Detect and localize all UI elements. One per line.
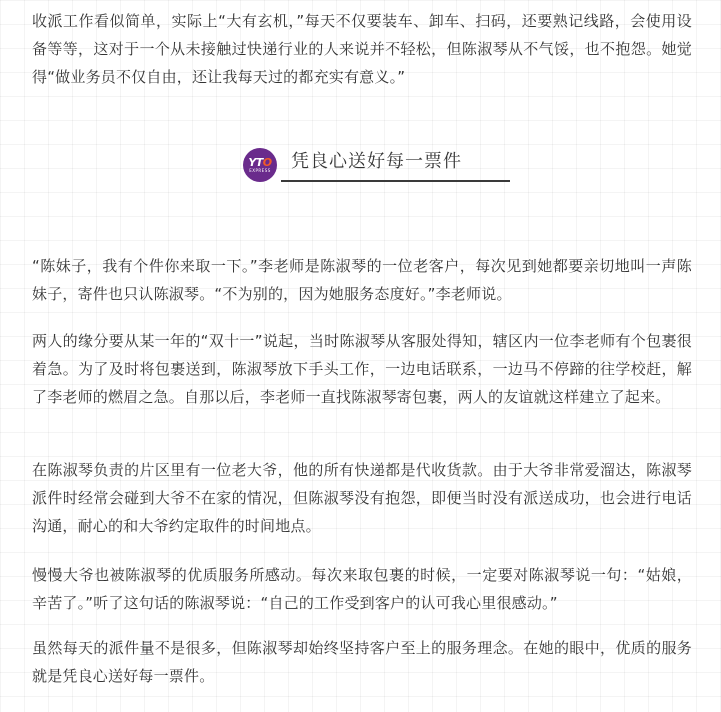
paragraph-touched: 慢慢大爷也被陈淑琴的优质服务所感动。每次来取包裹的时候，一定要对陈淑琴说一句：“姑娘，辛苦了。”听了这句话的陈淑琴说：“自己的工作受到客户的认可我心里很感动。” — [32, 566, 692, 612]
paragraph-service-philosophy: 虽然每天的派件量不是很多，但陈淑琴却始终坚持客户至上的服务理念。在她的眼中，优质的服务就是凭良心送好每一票件。 — [32, 639, 692, 685]
section-header — [243, 143, 513, 185]
section-title: 凭良心送好每一票件 — [291, 151, 462, 172]
logo-subtext: EXPRESS — [249, 168, 271, 173]
paragraph-customer-li: “陈妹子，我有个件你来取一下。”李老师是陈淑琴的一位老客户，每次见到她都要亲切地叫一声陈妹子，寄件也只认陈淑琴。“不为别的，因为她服务态度好。”李老师说。 — [32, 257, 692, 303]
paragraph-old-man: 在陈淑琴负责的片区里有一位老大爷，他的所有快递都是代收货款。由于大爷非常爱溜达，陈淑琴派件时经常会碰到大爷不在家的情况，但陈淑琴没有抱怨，即便当时没有派送成功，也会进行电话沟通，耐心的和大爷约定取件的时间地点。 — [32, 461, 692, 535]
section-title-underline — [281, 180, 510, 182]
logo-text: YTO — [248, 156, 272, 169]
paragraph-double-eleven: 两人的缘分要从某一年的“双十一”说起，当时陈淑琴从客服处得知，辖区内一位李老师有个包裹很着急。为了及时将包裹送到，陈淑琴放下手头工作，一边电话联系，一边马不停蹄的往学校赶，解了李老师的燃眉之急。自那以后，李老师一直找陈淑琴寄包裹，两人的友谊就这样建立了起来。 — [32, 332, 692, 406]
intro-paragraph: 收派工作看似简单，实际上“大有玄机，”每天不仅要装车、卸车、扫码，还要熟记线路，会使用设备等等，这对于一个从未接触过快递行业的人来说并不轻松，但陈淑琴从不气馁，也不抱怨。她觉得“做业务员不仅自由，还让我每天过的都充实有意义。” — [32, 12, 692, 86]
yto-express-logo-icon — [243, 148, 277, 182]
